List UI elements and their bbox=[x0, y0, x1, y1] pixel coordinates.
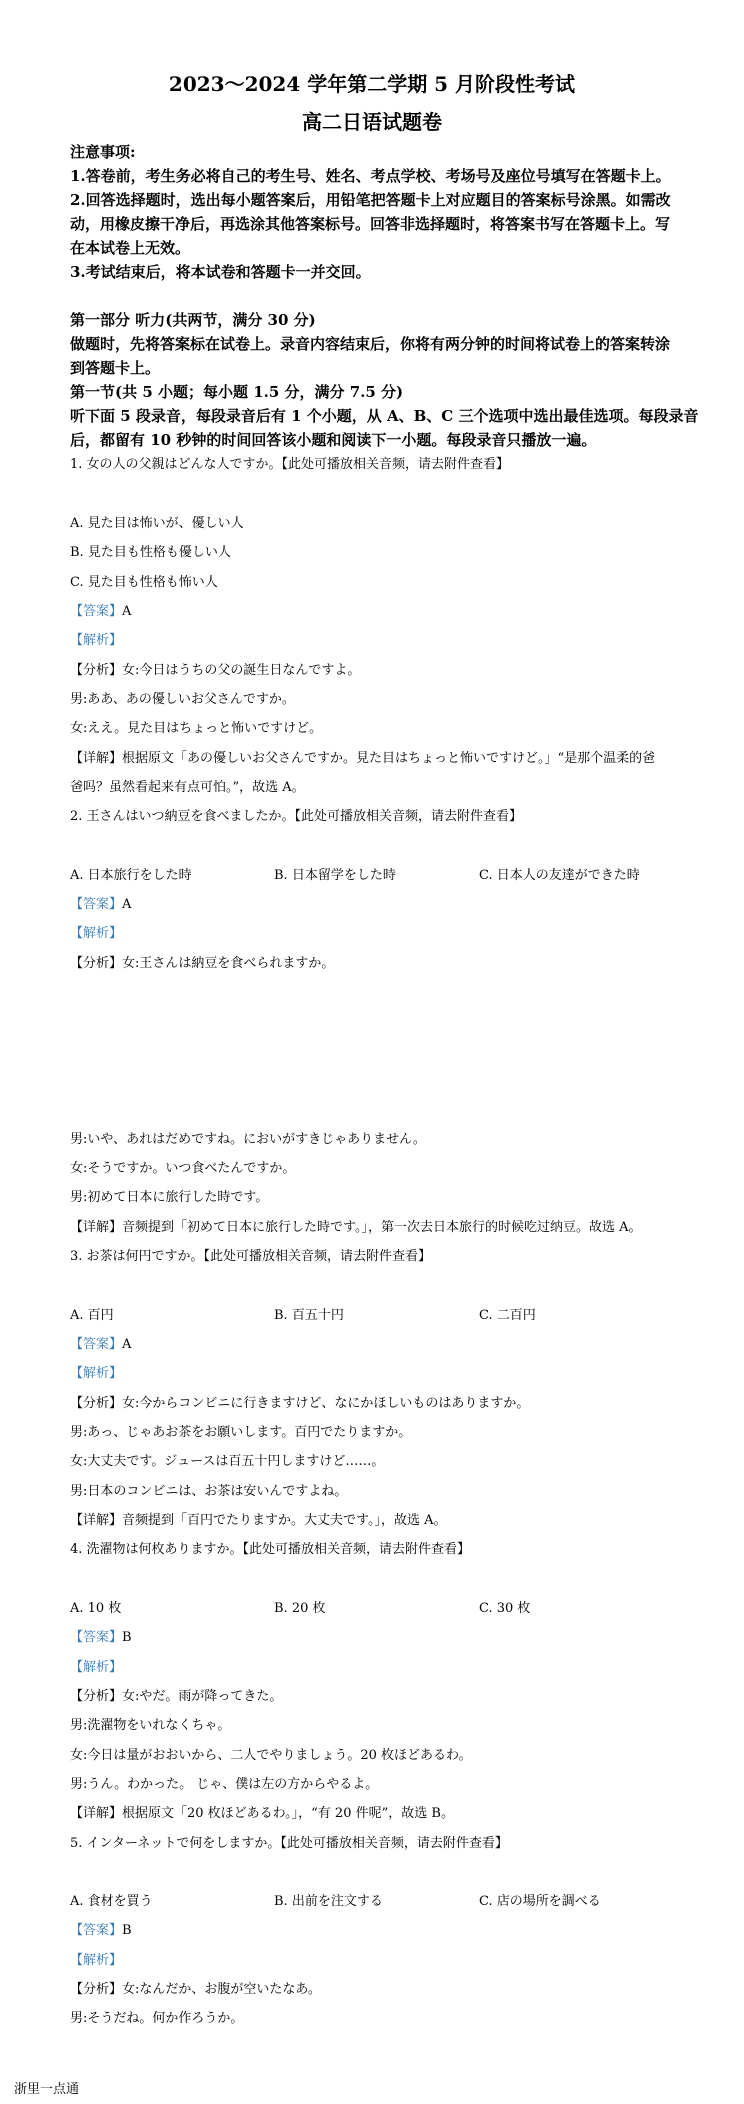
q2-line: 女:そうですか。いつ食べたんですか。 bbox=[70, 1161, 296, 1176]
q3-option-a: A. 百円 bbox=[70, 1308, 114, 1323]
q2-answer bbox=[70, 893, 131, 912]
q2-option-b: B. 日本留学をした時 bbox=[274, 868, 396, 883]
q1-answer bbox=[70, 600, 131, 619]
answer-value: A bbox=[122, 1337, 132, 1352]
q3-answer bbox=[70, 1333, 131, 1352]
q4-line: 男:うん。わかった。 じゃ、僕は左の方からやるよ。 bbox=[70, 1777, 379, 1792]
q1-option-a: A. 見た目は怖いが、優しい人 bbox=[70, 516, 244, 531]
question-3: 3. お茶は何円ですか。【此处可播放相关音频，请去附件查看】 bbox=[70, 1249, 432, 1264]
q5-line: 【分析】女:なんだか、お腹が空いたなあ。 bbox=[70, 1982, 321, 1997]
q2-option-c: C. 日本人の友達ができた時 bbox=[479, 868, 640, 883]
answer-label: 【答案】 bbox=[70, 1337, 123, 1352]
notice-line-2b: 动，用橡皮擦干净后，再选涂其他答案标号。回答非选择题时，将答案书写在答题卡上。写 bbox=[70, 215, 671, 233]
q2-line: 【分析】女:王さんは納豆を食べられますか。 bbox=[70, 956, 335, 971]
exam-subtitle: 高二日语试题卷 bbox=[302, 110, 442, 134]
q4-analysis-label: 【解析】 bbox=[70, 1660, 123, 1675]
q1-analysis-label: 【解析】 bbox=[70, 633, 123, 648]
q3-option-b: B. 百五十円 bbox=[274, 1308, 344, 1323]
q2-analysis-label: 【解析】 bbox=[70, 926, 123, 941]
answer-label: 【答案】 bbox=[70, 1630, 123, 1645]
exam-title: 2023～2024 学年第二学期 5 月阶段性考试 bbox=[168, 72, 576, 96]
footer-brand: 浙里一点通 bbox=[14, 2082, 80, 2097]
q1-line: 男:ああ、あの優しいお父さんですか。 bbox=[70, 692, 295, 707]
question-4: 4. 洗濯物は何枚ありますか。【此处可播放相关音频，请去附件查看】 bbox=[70, 1542, 471, 1557]
part1-desc-b: 到答题卡上。 bbox=[70, 359, 161, 377]
question-2: 2. 王さんはいつ納豆を食べましたか。【此处可播放相关音频，请去附件查看】 bbox=[70, 809, 523, 824]
q1-line: 【分析】女:今日はうちの父の誕生日なんですよ。 bbox=[70, 663, 361, 678]
q5-analysis-label: 【解析】 bbox=[70, 1953, 123, 1968]
part1-heading: 第一部分 听力(共两节，满分 30 分) bbox=[70, 311, 316, 329]
notice-line-1: 1.答卷前，考生务必将自己的考生号、姓名、考点学校、考场号及座位号填写在答题卡上。 bbox=[70, 167, 671, 185]
q3-option-c: C. 二百円 bbox=[479, 1308, 536, 1323]
q4-option-c: C. 30 枚 bbox=[479, 1601, 531, 1616]
question-1: 1. 女の人の父親はどんな人ですか。【此处可播放相关音频，请去附件查看】 bbox=[70, 457, 510, 472]
q2-line: 【详解】音频提到「初めて日本に旅行した時です。」，第一次去日本旅行的时候吃过纳豆。故选 A。 bbox=[70, 1220, 642, 1235]
q5-option-b: B. 出前を注文する bbox=[274, 1894, 383, 1909]
part1-desc-a: 做题时，先将答案标在试卷上。录音内容结束后，你将有两分钟的时间将试卷上的答案转涂 bbox=[70, 335, 671, 353]
q5-option-a: A. 食材を買う bbox=[70, 1894, 153, 1909]
q3-analysis-label: 【解析】 bbox=[70, 1366, 123, 1381]
q1-line: 爸吗？虽然看起来有点可怕。”，故选 A。 bbox=[70, 780, 305, 795]
answer-value: B bbox=[122, 1630, 132, 1645]
notice-heading: 注意事项: bbox=[70, 143, 136, 161]
q3-line: 男:日本のコンビニは、お茶は安いんですよね。 bbox=[70, 1484, 348, 1499]
notice-line-2a: 2.回答选择题时，选出每小题答案后，用铅笔把答题卡上对应题目的答案标号涂黑。如需改 bbox=[70, 191, 671, 209]
q1-line: 女:ええ。見た目はちょっと怖いですけど。 bbox=[70, 721, 323, 736]
notice-line-3: 3.考试结束后，将本试卷和答题卡一并交回。 bbox=[70, 263, 371, 281]
q3-line: 【详解】音频提到「百円でたりますか。大丈夫です。」，故选 A。 bbox=[70, 1513, 447, 1528]
q4-line: 【详解】根据原文「20 枚ほどあるわ。」，“有 20 件呢”，故选 B。 bbox=[70, 1806, 454, 1821]
q3-line: 【分析】女:今からコンビニに行きますけど、なにかほしいものはありますか。 bbox=[70, 1396, 530, 1411]
q1-option-b: B. 見た目も性格も優しい人 bbox=[70, 545, 231, 560]
answer-value: A bbox=[122, 604, 132, 619]
q3-line: 女:大丈夫です。ジュースは百五十円しますけど……。 bbox=[70, 1454, 385, 1469]
q2-option-a: A. 日本旅行をした時 bbox=[70, 868, 192, 883]
q4-line: 【分析】女:やだ。雨が降ってきた。 bbox=[70, 1689, 283, 1704]
answer-value: B bbox=[122, 1923, 132, 1938]
q5-option-c: C. 店の場所を調べる bbox=[479, 1894, 601, 1909]
q4-answer bbox=[70, 1626, 132, 1645]
q5-line: 男:そうだね。何か作ろうか。 bbox=[70, 2011, 244, 2026]
q4-option-a: A. 10 枚 bbox=[70, 1601, 122, 1616]
section1-instr-b: 后，都留有 10 秒钟的时间回答该小题和阅读下一小题。每段录音只播放一遍。 bbox=[70, 431, 597, 449]
answer-value: A bbox=[122, 897, 132, 912]
notice-line-2c: 在本试卷上无效。 bbox=[70, 239, 191, 257]
answer-label: 【答案】 bbox=[70, 897, 123, 912]
q2-line: 男:初めて日本に旅行した時です。 bbox=[70, 1190, 269, 1205]
q4-line: 男:洗濯物をいれなくちゃ。 bbox=[70, 1718, 231, 1733]
q4-option-b: B. 20 枚 bbox=[274, 1601, 326, 1616]
q1-option-c: C. 見た目も性格も怖い人 bbox=[70, 575, 218, 590]
q1-line: 【详解】根据原文「あの優しいお父さんですか。見た目はちょっと怖いですけど。」“是那个温柔的爸 bbox=[70, 751, 656, 766]
answer-label: 【答案】 bbox=[70, 604, 123, 619]
section1-heading: 第一节(共 5 小题；每小题 1.5 分，满分 7.5 分) bbox=[70, 383, 404, 401]
question-5: 5. インターネットで何をしますか。【此处可播放相关音频，请去附件查看】 bbox=[70, 1836, 508, 1851]
q2-line: 男:いや、あれはだめですね。においがすきじゃありません。 bbox=[70, 1132, 426, 1147]
q3-line: 男:あっ、じゃあお茶をお願いします。百円でたりますか。 bbox=[70, 1425, 412, 1440]
answer-label: 【答案】 bbox=[70, 1923, 123, 1938]
section1-instr-a: 听下面 5 段录音，每段录音后有 1 个小题，从 A、B、C 三个选项中选出最佳选项。每段录音 bbox=[70, 407, 699, 425]
q4-line: 女:今日は量がおおいから、二人でやりましょう。20 枚ほどあるわ。 bbox=[70, 1748, 472, 1763]
q5-answer bbox=[70, 1919, 132, 1938]
